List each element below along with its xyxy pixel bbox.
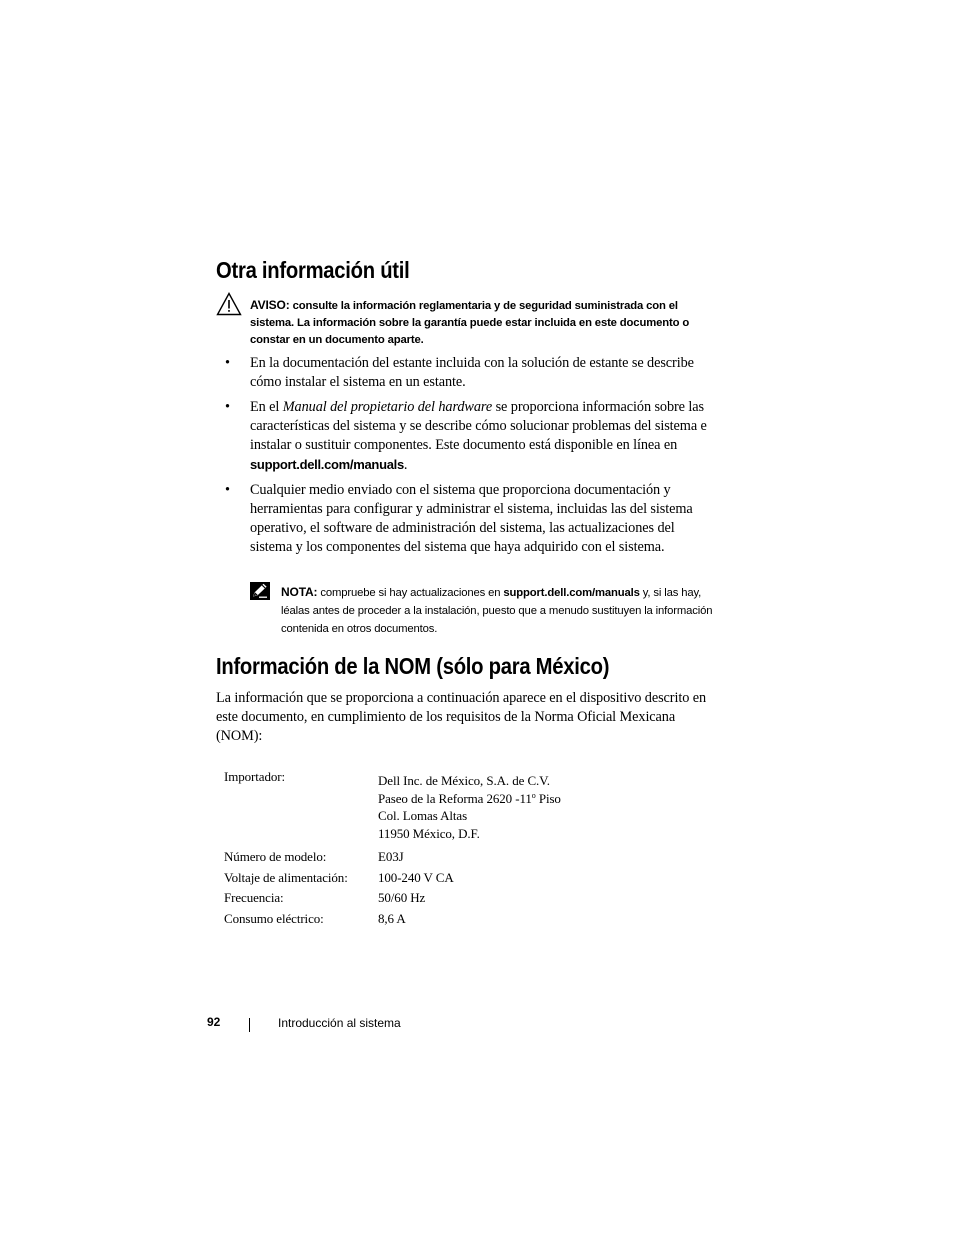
note-label: NOTA: <box>281 585 318 599</box>
address-line: Dell Inc. de México, S.A. de C.V. <box>378 773 550 788</box>
warning-body: consulte la información reglamentaria y de seguridad suministrada con el sistema. La información sobre la garantía puede estar incluida en este documento o constar en un documento aparte. <box>250 300 690 346</box>
section-title-otra-informacion: Otra información útil <box>216 257 410 283</box>
page-number: 92 <box>207 1015 221 1029</box>
support-link[interactable]: support.dell.com/manuals <box>250 457 404 472</box>
address-line: 11950 México, D.F. <box>378 825 480 841</box>
warning-triangle-icon <box>216 292 242 316</box>
model-value: E03J <box>378 849 404 864</box>
note-body-post: y, si las hay, léalas antes de proceder a la instalación, puesto que a menudo sustituyen la información contenida en otros documentos. <box>281 587 713 635</box>
list-item <box>216 354 716 392</box>
bullet-icon: • <box>225 482 230 498</box>
note-text <box>281 583 721 638</box>
bullet-text-pre: En el <box>250 399 283 415</box>
warning-label: AVISO: <box>250 298 290 312</box>
frequency-value: 50/60 Hz <box>378 890 426 905</box>
address-line: Col. Lomas Altas <box>378 808 468 823</box>
nom-intro-paragraph: La información que se proporciona a continuación aparece en el dispositivo descrito en este documento, en cumplimiento de los requisitos de la Norma Oficial Mexicana (NOM): <box>216 690 707 744</box>
note-support-link[interactable]: support.dell.com/manuals <box>503 587 640 599</box>
bullet-text-mid: se proporciona información sobre las características del sistema y se describe cómo solucionar problemas del sistema e instalar o sustituir componentes. Este documento está disponible en línea en <box>250 399 707 453</box>
frequency-label: Frecuencia: <box>224 890 284 905</box>
section-title-nom: Información de la NOM (sólo para México) <box>216 653 610 679</box>
importer-address <box>378 772 561 842</box>
footer-separator <box>249 1018 250 1032</box>
model-label: Número de modelo: <box>224 849 327 864</box>
importer-label: Importador: <box>224 769 285 784</box>
bullet-icon: • <box>225 355 230 371</box>
bullet-text-post: . <box>403 457 408 473</box>
bullet-text: En la documentación del estante incluida con la solución de estante se describe cómo instalar el sistema en un estante. <box>250 355 694 390</box>
list-item <box>216 481 716 557</box>
pencil-note-icon <box>250 582 270 600</box>
voltage-label: Voltaje de alimentación: <box>224 869 348 885</box>
voltage-value: 100-240 V CA <box>378 869 454 885</box>
info-bullet-list <box>216 354 716 563</box>
bullet-icon: • <box>225 399 230 415</box>
manual-title: Manual del propietario del hardware <box>282 399 493 415</box>
address-line: Paseo de la Reforma 2620 -11$^o$ Piso <box>378 790 561 806</box>
consumption-value: 8,6 A <box>378 910 406 926</box>
consumption-label: Consumo eléctrico: <box>224 910 324 926</box>
footer-section-title: Introducción al sistema <box>278 1016 401 1030</box>
warning-text <box>250 297 720 349</box>
list-item <box>216 398 716 475</box>
note-body-pre: compruebe si hay actualizaciones en <box>320 587 501 599</box>
bullet-text: Cualquier medio enviado con el sistema que proporciona documentación y herramientas para configurar y administrar el sistema, incluidas las del sistema operativo, el software de administración del sistema, las actualizaciones del sistema y los componentes del sistema que haya adquirido con el sistema. <box>250 482 693 555</box>
